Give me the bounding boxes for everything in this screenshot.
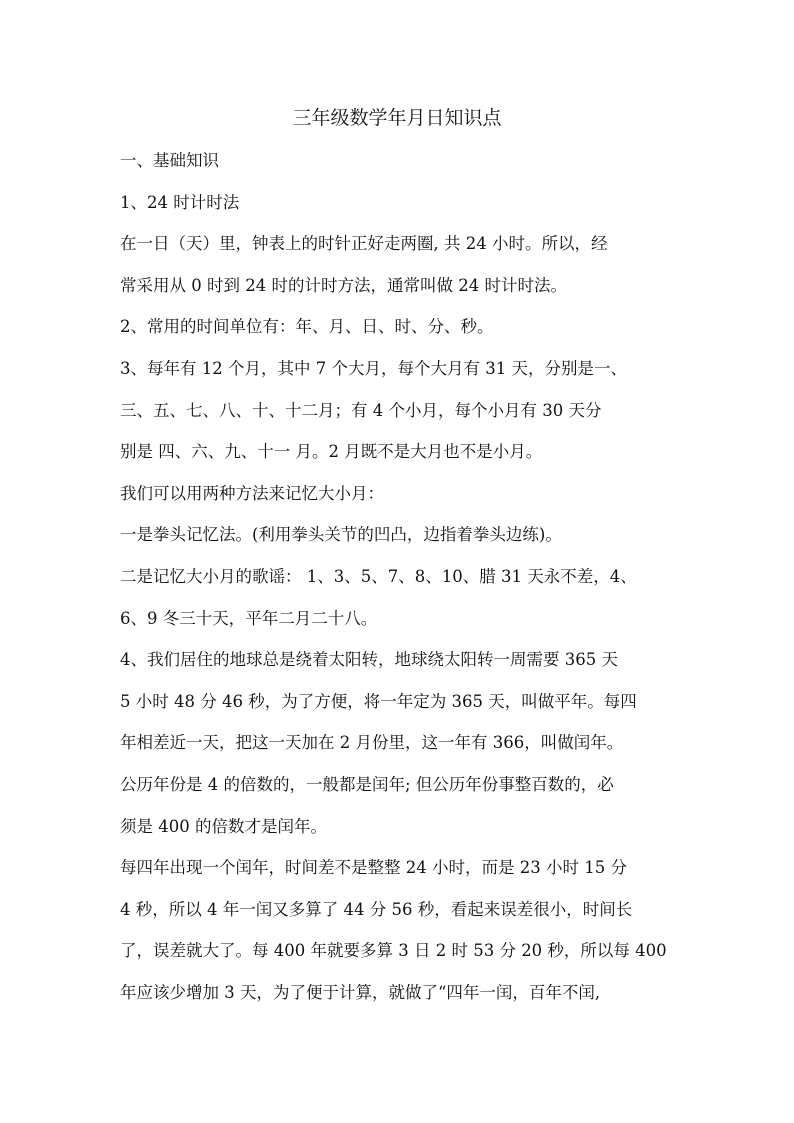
text-line: 3、每年有 12 个月，其中 7 个大月，每个大月有 31 天，分别是一、: [120, 358, 627, 378]
text-line: 每四年出现一个闰年，时间差不是整整 24 小时，而是 23 小时 15 分: [120, 858, 627, 878]
text-line: 三、五、七、八、十、十二月；有 4 个小月，每个小月有 30 天分: [120, 400, 602, 420]
document-title: 三年级数学年月日知识点: [292, 107, 502, 129]
text-line: 须是 400 的倍数才是闰年。: [120, 816, 327, 836]
text-line: 2、常用的时间单位有：年、月、日、时、分、秒。: [120, 317, 494, 337]
text-line: 一是拳头记忆法。(利用拳头关节的凹凸，边指着拳头边练)。: [120, 525, 562, 545]
text-line: 在一日（天）里，钟表上的时针正好走两圈, 共 24 小时。所以，经: [120, 234, 608, 254]
text-line: 常采用从 0 时到 24 时的计时方法，通常叫做 24 时计时法。: [120, 275, 567, 295]
text-line: 4、我们居住的地球总是绕着太阳转，地球绕太阳转一周需要 365 天: [120, 650, 618, 670]
text-line: 6、9 冬三十天，平年二月二十八。: [120, 608, 378, 628]
text-line: 公历年份是 4 的倍数的，一般都是闰年; 但公历年份事整百数的，必: [120, 774, 614, 794]
subsection-heading: 1、24 时计时法: [120, 192, 240, 212]
text-line: 二是记忆大小月的歌谣： 1、3、5、7、8、10、腊 31 天永不差，4、: [120, 566, 637, 586]
text-line: 了，误差就大了。每 400 年就要多算 3 日 2 时 53 分 20 秒，所以每 400: [120, 941, 667, 961]
section-heading: 一、基础知识: [120, 151, 219, 170]
text-line: 年相差近一天，把这一天加在 2 月份里，这一年有 366，叫做闰年。: [120, 733, 624, 753]
text-line: 我们可以用两种方法来记忆大小月：: [120, 483, 384, 503]
text-line: 别是 四、六、九、十一 月。2 月既不是大月也不是小月。: [120, 442, 543, 462]
text-line: 4 秒，所以 4 年一闰又多算了 44 分 56 秒，看起来误差很小，时间长: [120, 899, 633, 919]
text-line: 年应该少增加 3 天，为了便于计算，就做了“四年一闰，百年不闰,: [120, 982, 601, 1002]
text-line: 5 小时 48 分 46 秒，为了方便，将一年定为 365 天，叫做平年。每四: [120, 691, 637, 711]
document-body: [120, 140, 674, 1013]
